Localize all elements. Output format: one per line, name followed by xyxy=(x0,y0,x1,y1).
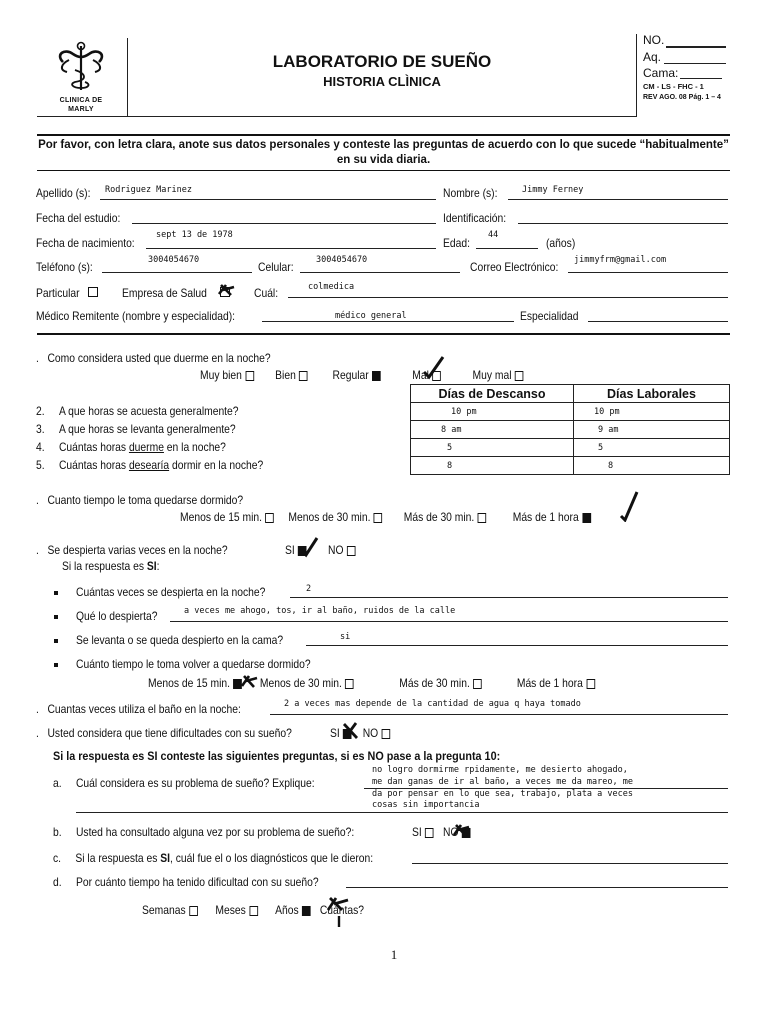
q4-descanso-cell[interactable]: 5 xyxy=(411,439,574,457)
page-number: 1 xyxy=(390,947,398,962)
q7-bullet-4 xyxy=(54,663,58,667)
instructions-top-rule xyxy=(37,134,730,136)
header-bottom-rule xyxy=(37,116,637,117)
q4-question xyxy=(36,440,226,454)
table-row xyxy=(411,421,730,439)
q9d-option-meses: Meses xyxy=(215,903,246,917)
q2-laborales-cell[interactable]: 10 pm xyxy=(574,403,730,421)
q7-follow-post: : xyxy=(156,559,160,573)
q6-option-4: Más de 1 hora xyxy=(512,510,579,524)
fecha-estudio-label: Fecha del estudio: xyxy=(36,211,121,225)
medico-label: Médico Remitente (nombre y especialidad): xyxy=(36,309,236,323)
q7-return-option-4: Más de 1 hora xyxy=(516,676,583,690)
q9b-checkmark-icon xyxy=(452,821,472,839)
q6-option-3: Más de 30 min. xyxy=(403,510,475,524)
q7-sub1-label: Cuántas veces se despierta en la noche? xyxy=(76,585,266,599)
q3-question xyxy=(36,422,236,436)
edad-field[interactable] xyxy=(476,248,538,249)
q5-laborales-cell[interactable]: 8 xyxy=(574,457,730,475)
celular-label: Celular: xyxy=(258,260,294,274)
q6-checkbox-3[interactable] xyxy=(478,513,487,523)
q9-checkmark-icon xyxy=(341,721,361,741)
q9c-label xyxy=(53,851,373,865)
table-row xyxy=(411,457,730,475)
revision-label: REV AGO. 08 Pág. 1 – 4 xyxy=(643,94,721,101)
edad-label: Edad: xyxy=(443,236,470,250)
q9b-si-checkbox[interactable] xyxy=(425,828,434,838)
q7-sub3-label: Se levanta o se queda despierto en la cama? xyxy=(76,633,284,647)
q9d-checkmark-icon xyxy=(326,894,352,928)
q7-question xyxy=(36,543,228,557)
caduceus-icon xyxy=(51,40,111,92)
q1-checkbox-regular[interactable] xyxy=(372,371,381,381)
telefono-field[interactable] xyxy=(102,272,252,273)
q9d-letter: d. xyxy=(53,875,62,889)
q6-option-2: Menos de 30 min. xyxy=(288,510,371,524)
q1-checkmark-icon xyxy=(420,354,446,380)
q9a-line-3: da por pensar en lo que sea, trabajo, plata a veces xyxy=(372,789,633,799)
table-row xyxy=(411,403,730,421)
cama-label: Cama: xyxy=(643,66,679,80)
q5-text-underlined: desearía xyxy=(128,458,170,472)
record-number-line xyxy=(666,46,726,48)
q1-checkbox-bien[interactable] xyxy=(299,371,308,381)
aq-label: Aq. xyxy=(643,50,662,64)
section-divider xyxy=(37,333,730,335)
nacimiento-label: Fecha de nacimiento: xyxy=(36,236,135,250)
particular-checkbox[interactable] xyxy=(88,287,98,297)
q6-question xyxy=(36,493,243,507)
sleep-schedule-table xyxy=(410,384,730,475)
q7-sub4-label: Cuánto tiempo le toma volver a quedarse dormido? xyxy=(76,657,311,671)
q7-sub1-value: 2 xyxy=(306,584,312,594)
nombre-value: Jimmy Ferney xyxy=(522,185,584,195)
q1-option-bien: Bien xyxy=(275,368,296,382)
q6-text: Cuanto tiempo le toma quedarse dormido? xyxy=(47,493,244,507)
q1-options xyxy=(200,368,524,382)
q4-number: 4. xyxy=(36,440,45,454)
q7-bullet-1 xyxy=(54,591,58,595)
q1-option-muy-mal: Muy mal xyxy=(472,368,512,382)
cual-label: Cuál: xyxy=(254,286,279,300)
q6-checkbox-1[interactable] xyxy=(265,513,274,523)
q1-checkbox-muy-bien[interactable] xyxy=(245,371,254,381)
q3-text: A que horas se levanta generalmente? xyxy=(58,422,236,436)
nombre-label: Nombre (s): xyxy=(443,186,498,200)
q9-no-checkbox[interactable] xyxy=(382,729,391,739)
q7-si-label: SI xyxy=(285,543,295,557)
table-row xyxy=(411,439,730,457)
q7-return-checkbox-3[interactable] xyxy=(473,679,482,689)
q5-number: 5. xyxy=(36,458,45,472)
q9d-field[interactable] xyxy=(346,887,728,888)
q9a-label xyxy=(53,776,315,790)
q9b-text: Usted ha consultado alguna vez por su problema de sueño?: xyxy=(75,825,355,839)
q7-return-checkbox-2[interactable] xyxy=(345,679,354,689)
q4-laborales-cell[interactable]: 5 xyxy=(574,439,730,457)
medico-value: médico general xyxy=(335,311,407,321)
empresa-checkmark-icon xyxy=(217,282,237,298)
q3-descanso-cell[interactable]: 8 am xyxy=(411,421,574,439)
q8-text: Cuantas veces utiliza el baño en la noche: xyxy=(47,702,241,716)
q7-return-option-1: Menos de 15 min. xyxy=(148,676,231,690)
q6-checkbox-4[interactable] xyxy=(582,513,591,523)
q9-si-label: SI xyxy=(330,726,340,740)
especialidad-field[interactable] xyxy=(588,321,728,322)
nacimiento-value: sept 13 de 1978 xyxy=(156,230,233,240)
q9d-checkbox-anos[interactable] xyxy=(302,906,311,916)
telefono-label: Teléfono (s): xyxy=(36,260,93,274)
q9d-checkbox-meses[interactable] xyxy=(249,906,258,916)
q9-number: . xyxy=(36,726,48,740)
q7-return-options xyxy=(148,676,595,690)
q2-number: 2. xyxy=(36,404,45,418)
q5-question xyxy=(36,458,263,472)
q9b-letter: b. xyxy=(53,825,62,839)
q1-option-mal: Mal xyxy=(412,368,429,382)
q7-sub3-field[interactable] xyxy=(306,645,728,646)
col-laborales-header: Días Laborales xyxy=(574,385,730,403)
q9c-text-pre: Si la respuesta es xyxy=(75,851,161,865)
q9a-field-2[interactable] xyxy=(76,812,728,813)
q7-follow-bold: SI xyxy=(146,559,157,573)
cual-field[interactable] xyxy=(288,297,728,298)
q9c-letter: c. xyxy=(53,851,62,865)
cama-line xyxy=(680,78,722,79)
q9d-label xyxy=(53,875,319,889)
q9c-text-post: , cuál fue el o los diagnósticos que le dieron: xyxy=(170,851,374,865)
instructions-text: Por favor, con letra clara, anote sus datos personales y conteste las preguntas de acuerdo con lo que sucede “habitualmente” en su vida diaria. xyxy=(38,139,729,166)
q6-option-1: Menos de 15 min. xyxy=(180,510,263,524)
q2-text: A que horas se acuesta generalmente? xyxy=(58,404,239,418)
q7-return-checkbox-4[interactable] xyxy=(586,679,595,689)
form-code: CM - LS - FHC - 1 xyxy=(643,82,704,91)
document-subtitle: HISTORIA CLÌNICA xyxy=(323,74,441,89)
q2-descanso-cell[interactable]: 10 pm xyxy=(411,403,574,421)
edad-value: 44 xyxy=(488,230,499,240)
col-descanso-header: Días de Descanso xyxy=(411,385,574,403)
q7-checkmark-icon xyxy=(298,536,320,558)
correo-value: jimmyfrm@gmail.com xyxy=(574,255,667,265)
apellido-label: Apellido (s): xyxy=(36,186,91,200)
q7-sub1-field[interactable] xyxy=(290,597,728,598)
q5-text-pre: Cuántas horas xyxy=(58,458,129,472)
q7-sub2-field[interactable] xyxy=(170,621,728,622)
q8-question xyxy=(36,702,241,716)
q9b-si-label: SI xyxy=(412,825,422,839)
q2-question xyxy=(36,404,239,418)
q9a-text: Cuál considera es su problema de sueño? Explique: xyxy=(75,776,315,790)
q9d-option-anos: Años xyxy=(275,903,299,917)
q9-question xyxy=(36,726,292,740)
q6-options xyxy=(180,510,591,524)
especialidad-label: Especialidad xyxy=(520,309,579,323)
q9d-option-semanas: Semanas xyxy=(142,903,186,917)
correo-label: Correo Electrónico: xyxy=(470,260,559,274)
correo-field[interactable] xyxy=(568,272,728,273)
q9a-line-2: me dan ganas de ir al baño, a veces me da mareo, me xyxy=(372,777,633,787)
particular-label: Particular xyxy=(36,286,80,300)
q3-number: 3. xyxy=(36,422,45,436)
q1-number: . xyxy=(36,351,48,365)
medico-field[interactable] xyxy=(262,321,514,322)
q4-text-post: en la noche? xyxy=(163,440,226,454)
empresa-label: Empresa de Salud xyxy=(122,286,207,300)
header-divider-left xyxy=(127,38,128,116)
celular-field[interactable] xyxy=(300,272,460,273)
q1-text: Como considera usted que duerme en la noche? xyxy=(47,351,271,365)
clinic-logo xyxy=(46,40,116,116)
q9b-label xyxy=(53,825,354,839)
q8-field[interactable] xyxy=(270,714,728,715)
q1-question xyxy=(36,351,271,365)
q7-return-checkmark-icon xyxy=(240,672,260,690)
q8-value: 2 a veces mas depende de la cantidad de agua q haya tomado xyxy=(284,699,581,709)
q7-return-option-2: Menos de 30 min. xyxy=(259,676,342,690)
q6-number: . xyxy=(36,493,48,507)
q1-option-regular: Regular xyxy=(332,368,369,382)
telefono-value: 3004054670 xyxy=(148,255,200,265)
q9d-cuantas-label: Cuántas? xyxy=(319,903,365,917)
q7-sub2-label: Qué lo despierta? xyxy=(76,609,158,623)
q4-text-underlined: duerme xyxy=(128,440,164,454)
q9d-text: Por cuánto tiempo ha tenido dificultad con su sueño? xyxy=(75,875,319,889)
fecha-estudio-field[interactable] xyxy=(132,223,436,224)
celular-value: 3004054670 xyxy=(316,255,368,265)
q9a-line-1: no logro dormirme rpidamente, me desierto ahogado, xyxy=(372,765,628,775)
q9-instruction: Si la respuesta es SI conteste las siguientes preguntas, si es NO pase a la pregunta 10: xyxy=(53,749,501,763)
q8-number: . xyxy=(36,702,48,716)
q6-checkbox-2[interactable] xyxy=(374,513,383,523)
nacimiento-field[interactable] xyxy=(146,248,436,249)
q6-checkmark-icon xyxy=(617,490,641,522)
document-title: LABORATORIO DE SUEÑO xyxy=(272,52,492,71)
q9c-text-bold: SI xyxy=(160,851,171,865)
identificacion-label: Identificación: xyxy=(443,211,507,225)
q7-bullet-2 xyxy=(54,615,58,619)
q9b-no-label: NO xyxy=(442,825,459,839)
q5-text-post: dormir en la noche? xyxy=(169,458,264,472)
logo-text: CLINICA DE MARLY xyxy=(59,97,103,113)
nombre-field[interactable] xyxy=(508,199,728,200)
q9-no-label: NO xyxy=(362,726,379,740)
q7-text: Se despierta varias veces en la noche? xyxy=(47,543,228,557)
q7-follow-pre: Si la respuesta es xyxy=(62,559,147,573)
q9a-letter: a. xyxy=(53,776,62,790)
q7-sub3-value: si xyxy=(340,632,351,642)
record-number-label: NO. xyxy=(643,33,665,47)
aq-line xyxy=(664,63,726,64)
edad-units: (años) xyxy=(546,236,576,250)
instructions-bottom-rule xyxy=(37,170,730,171)
cual-value: colmedica xyxy=(308,282,355,292)
apellido-value: Rodriguez Marinez xyxy=(105,185,192,195)
q9a-line-4: cosas sin importancia xyxy=(372,800,480,810)
apellido-field[interactable] xyxy=(100,199,436,200)
q1-checkbox-muy-mal[interactable] xyxy=(515,371,524,381)
q7-no-checkbox[interactable] xyxy=(347,546,356,556)
q4-text-pre: Cuántas horas xyxy=(58,440,129,454)
identificacion-field[interactable] xyxy=(518,223,728,224)
q3-laborales-cell[interactable]: 9 am xyxy=(574,421,730,439)
q7-no-label: NO xyxy=(328,543,344,557)
header-divider-right xyxy=(636,34,637,116)
q5-descanso-cell[interactable]: 8 xyxy=(411,457,574,475)
q9d-checkbox-semanas[interactable] xyxy=(189,906,198,916)
q7-options xyxy=(285,543,356,557)
q7-return-option-3: Más de 30 min. xyxy=(399,676,470,690)
q7-follow-text xyxy=(62,559,160,573)
q1-option-muy-bien: Muy bien xyxy=(200,368,242,382)
q7-bullet-3 xyxy=(54,639,58,643)
q7-number: . xyxy=(36,543,48,557)
q9c-field[interactable] xyxy=(412,863,728,864)
q9-text: Usted considera que tiene dificultades con su sueño? xyxy=(47,726,292,740)
q7-sub2-value: a veces me ahogo, tos, ir al baño, ruidos de la calle xyxy=(184,606,456,616)
